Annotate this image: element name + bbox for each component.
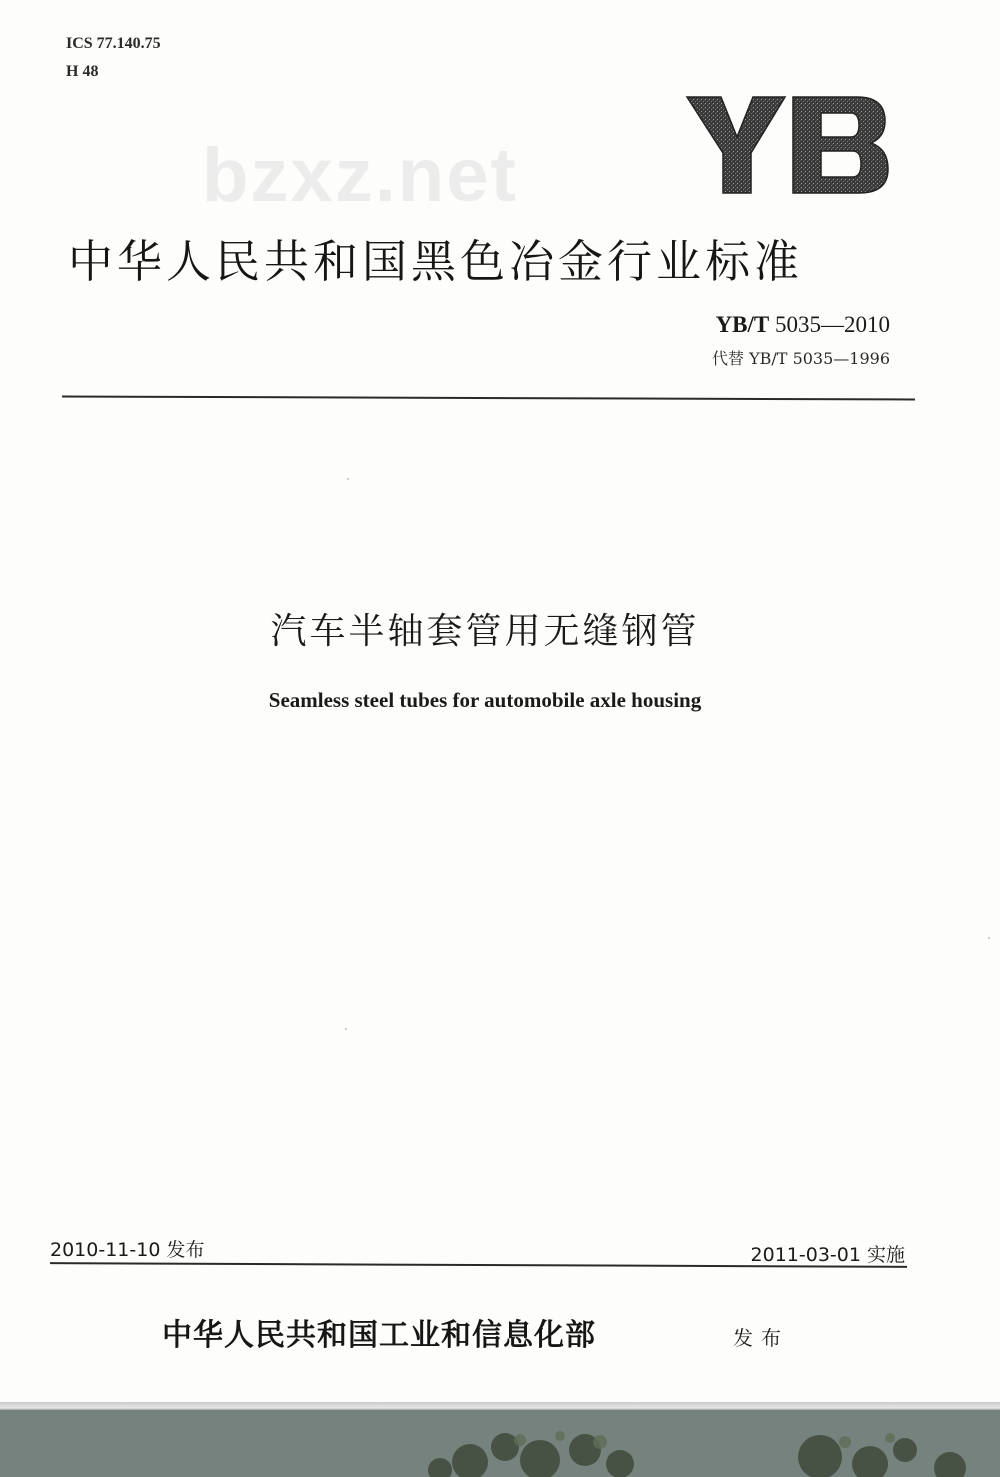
document-title-english: Seamless steel tubes for automobile axle housing [268, 688, 702, 712]
foliage-image [0, 1402, 1000, 1477]
classification-codes [66, 30, 161, 86]
replaces-note [712, 346, 890, 369]
standard-number-value: 5035—2010 [775, 312, 890, 337]
effective-date-value: 2011-03-01 [750, 1244, 861, 1266]
issue-date-label: 发布 [166, 1239, 205, 1261]
publisher-action: 发布 [733, 1326, 789, 1350]
replaces-number: YB/T 5035—1996 [749, 349, 890, 368]
standard-number-prefix: YB/T [715, 312, 770, 337]
watermark: bzxz.net [202, 133, 518, 218]
scan-speck [345, 1028, 347, 1030]
replaces-label: 代替 [711, 349, 744, 368]
issuer-title: 中华人民共和国黑色冶金行业标准 [68, 235, 804, 288]
effective-date-label: 实施 [866, 1244, 905, 1266]
yb-logo [685, 95, 890, 195]
ccs-code: H 48 [66, 63, 99, 80]
background-photo-strip [0, 1402, 1000, 1477]
scan-speck [347, 478, 349, 480]
effective-date [751, 1240, 905, 1267]
document-title-chinese: 汽车半轴套管用无缝钢管 [270, 611, 700, 652]
ics-code: ICS 77.140.75 [66, 35, 161, 52]
header-divider [62, 396, 915, 401]
publisher-name: 中华人民共和国工业和信息化部 [162, 1318, 596, 1353]
standard-number [716, 312, 890, 338]
issue-date-value: 2010-11-10 [50, 1239, 161, 1261]
scan-speck [988, 937, 990, 939]
issue-date [50, 1235, 204, 1262]
